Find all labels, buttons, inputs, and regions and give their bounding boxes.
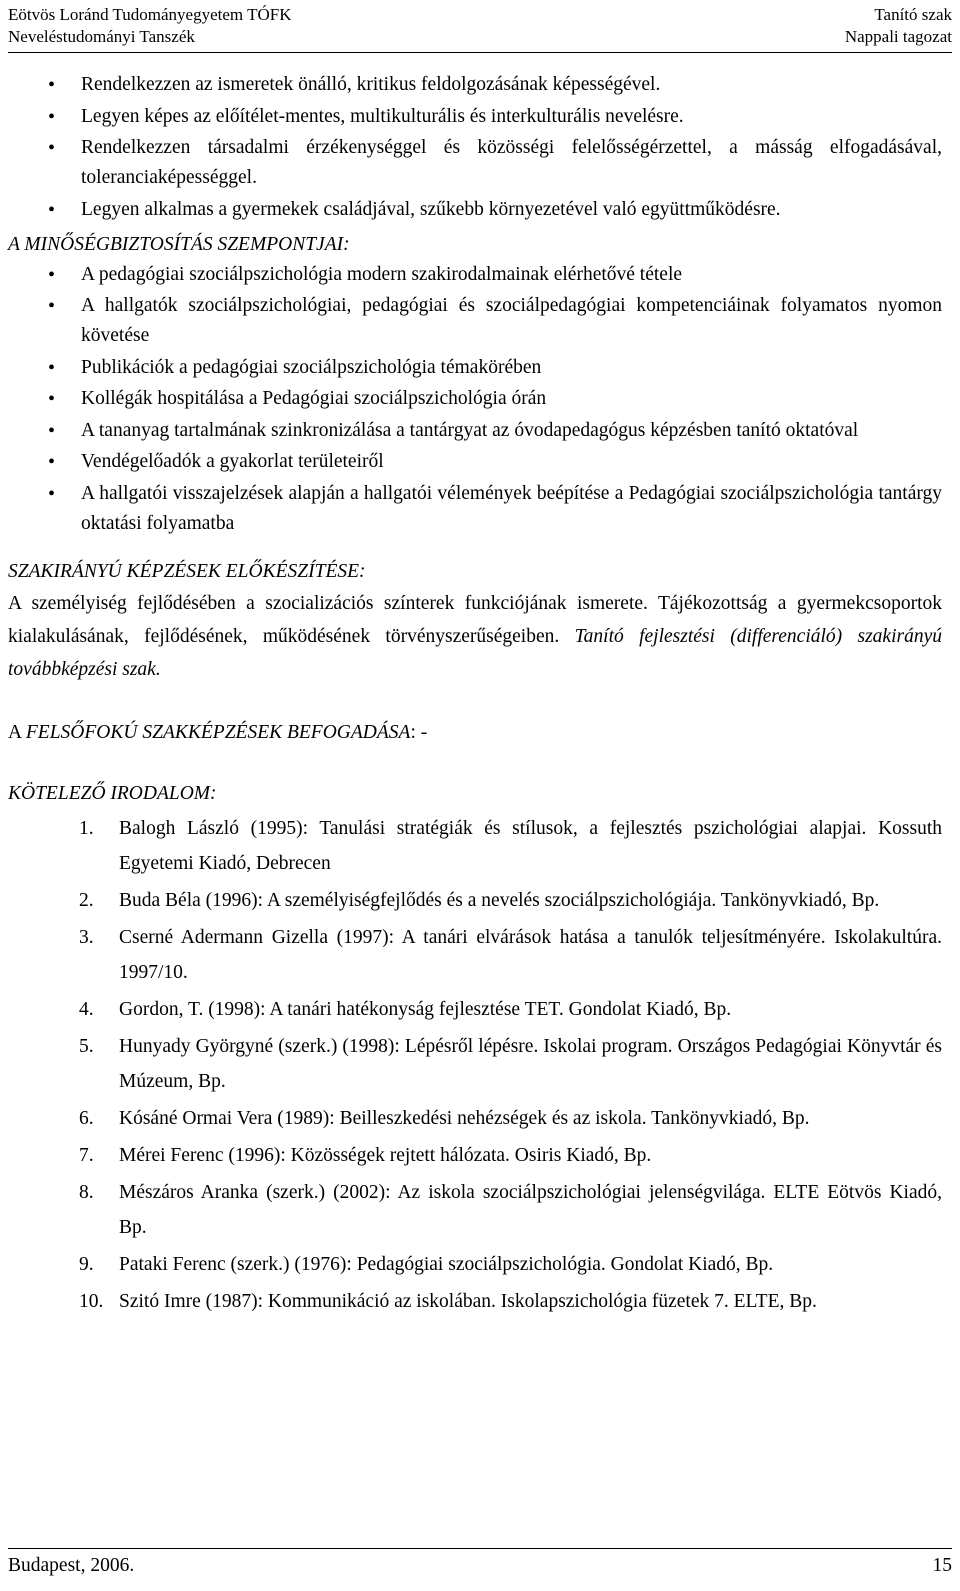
higher-suffix: : - bbox=[410, 721, 428, 743]
list-item: 1. Balogh László (1995): Tanulási stratégiák és stílusok, a fejlesztés pszichológiai alapjai. Kossuth Egyetemi Kiadó, Debrecen bbox=[79, 817, 942, 874]
higher-prefix: A bbox=[8, 721, 26, 743]
list-item: 9. Pataki Ferenc (szerk.) (1976): Pedagógiai szociálpszichológia. Gondolat Kiadó, Bp. bbox=[79, 1253, 774, 1275]
list-item: 6. Kósáné Ormai Vera (1989): Beilleszkedési nehézségek és az iskola. Tankönyvkiadó, Bp. bbox=[79, 1107, 810, 1129]
list-item: • Kollégák hospitálása a Pedagógiai szociálpszichológia órán bbox=[8, 384, 942, 414]
header-university: Eötvös Loránd Tudományegyetem TÓFK bbox=[8, 5, 292, 24]
list-item: • A hallgatói visszajelzések alapján a hallgatói vélemények beépítése a Pedagógiai szociálpszichológia tantárgy oktatási folyamatba bbox=[8, 479, 942, 539]
quality-heading: A MINŐSÉGBIZTOSÍTÁS SZEMPONTJAI: bbox=[8, 233, 350, 255]
list-item: • Rendelkezzen az ismeretek önálló, kritikus feldolgozásának képességével. bbox=[8, 70, 942, 100]
list-item: • Vendégelőadók a gyakorlat területeiről bbox=[8, 447, 942, 477]
header-course: Tanító szak bbox=[874, 5, 952, 24]
higher-heading: FELSŐFOKÚ SZAKKÉPZÉSEK BEFOGADÁSA bbox=[25, 721, 411, 743]
list-item: • Legyen alkalmas a gyermekek családjával, szűkebb környezetével való együttműködésre. bbox=[8, 195, 942, 225]
list-item: • Legyen képes az előítélet-mentes, multikulturális és interkulturális nevelésre. bbox=[8, 102, 942, 132]
quality-list bbox=[8, 260, 942, 539]
literature-heading: KÖTELEZŐ IRODALOM: bbox=[8, 782, 217, 804]
list-item: 10. Szitó Imre (1987): Kommunikáció az iskolában. Iskolapszichológia füzetek 7. ELTE, Bp. bbox=[79, 1290, 817, 1312]
header-schedule: Nappali tagozat bbox=[844, 27, 952, 46]
header-institution bbox=[8, 4, 291, 48]
list-item: 3. Cserné Adermann Gizella (1997): A tanári elvárások hatása a tanulók teljesítményére. Iskolakultúra. 1997/10. bbox=[79, 926, 942, 983]
list-item: • Publikációk a pedagógiai szociálpszichológia témakörében bbox=[8, 353, 942, 383]
list-item: • A tananyag tartalmának szinkronizálása a tantárgyat az óvodapedagógus képzésben tanító oktatóval bbox=[8, 416, 942, 446]
list-item: 4. Gordon, T. (1998): A tanári hatékonyság fejlesztése TET. Gondolat Kiadó, Bp. bbox=[79, 998, 732, 1020]
competency-list bbox=[8, 70, 942, 225]
header-program bbox=[845, 4, 952, 48]
list-item: 2. Buda Béla (1996): A személyiségfejlődés és a nevelés szociálpszichológiája. Tankönyvkiadó, Bp. bbox=[79, 889, 880, 911]
footer-place-date: Budapest, 2006. bbox=[8, 1555, 135, 1576]
list-item: • A hallgatók szociálpszichológiai, pedagógiai és szociálpedagógiai kompetenciáinak folyamatos nyomon követése bbox=[8, 291, 942, 351]
list-item: 5. Hunyady Györgyné (szerk.) (1998): Lépésről lépésre. Iskolai program. Országos Pedagógiai Könyvtár és Múzeum, Bp. bbox=[79, 1035, 942, 1092]
page-header bbox=[8, 4, 952, 52]
footer-divider bbox=[8, 1548, 952, 1549]
page-number: 15 bbox=[932, 1555, 952, 1576]
list-item: 8. Mészáros Aranka (szerk.) (2002): Az iskola szociálpszichológiai jelenségvilága. ELTE Eötvös Kiadó, Bp. bbox=[79, 1181, 942, 1238]
literature-list bbox=[8, 811, 942, 1319]
header-divider bbox=[8, 52, 952, 53]
document-body bbox=[8, 70, 942, 1321]
list-item: 7. Mérei Ferenc (1996): Közösségek rejtett hálózata. Osiris Kiadó, Bp. bbox=[79, 1144, 652, 1166]
higher-education-line bbox=[8, 716, 942, 749]
prep-text: A személyiség fejlődésében a szocializációs színterek funkciójának ismerete. Tájékozottság a gyermekcsoportok kialakulásának, fejlődésének, működésének törvényszerűségeiben. bbox=[8, 592, 942, 647]
prep-paragraph bbox=[8, 587, 942, 686]
prep-heading: SZAKIRÁNYÚ KÉPZÉSEK ELŐKÉSZÍTÉSE: bbox=[8, 560, 366, 582]
list-item: • A pedagógiai szociálpszichológia modern szakirodalmainak elérhetővé tétele bbox=[8, 260, 942, 290]
header-department: Neveléstudományi Tanszék bbox=[8, 27, 195, 46]
list-item: • Rendelkezzen társadalmi érzékenységgel és közösségi felelősségérzettel, a másság elfogadásával, toleranciaképességgel. bbox=[8, 133, 942, 193]
prep-italic-text: Tanító fejlesztési (differenciáló) szakirányú továbbképzési szak. bbox=[8, 625, 942, 680]
